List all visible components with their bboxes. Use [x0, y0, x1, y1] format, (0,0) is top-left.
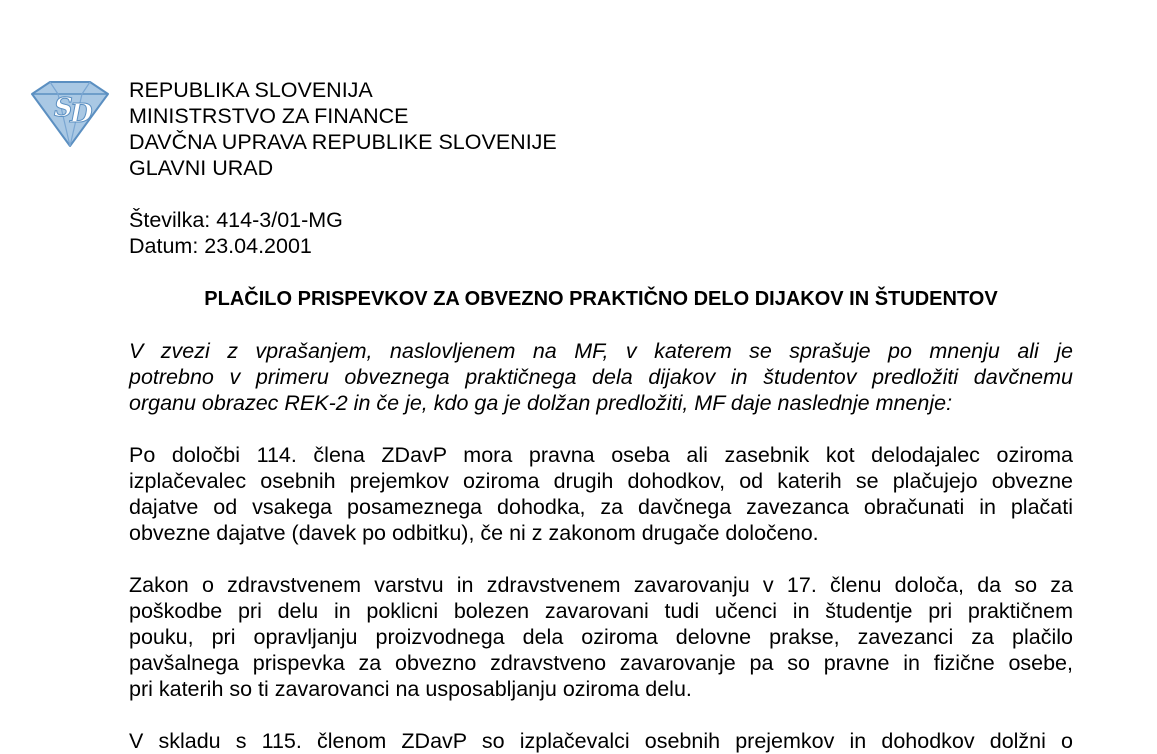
letterhead-line: GLAVNI URAD [129, 156, 274, 180]
paragraph-line: V skladu s 115. členom ZDavP so izplačevalci osebnih prejemkov in dohodkov dolžni o [129, 729, 1073, 753]
paragraph-line: izplačevalec osebnih prejemkov oziroma drugih dohodkov, od katerih se plačujejo obvezne [129, 469, 1073, 493]
letterhead [129, 77, 557, 181]
paragraph-zdavp-114 [129, 442, 1073, 546]
document-title: PLAČILO PRISPEVKOV ZA OBVEZNO PRAKTIČNO DELO DIJAKOV IN ŠTUDENTOV [204, 288, 998, 310]
paragraph-line: dajatve od vsakega posameznega dohodka, za davčnega zavezanca obračunati in plačati [129, 495, 1073, 519]
paragraph-health-insurance-law [129, 572, 1073, 702]
letterhead-line: DAVČNA UPRAVA REPUBLIKE SLOVENIJE [129, 130, 557, 154]
paragraph-line: pavšalnega prispevka za obvezno zdravstveno zavarovanje pa so pravne in fizične osebe, [129, 651, 1073, 675]
document-date: Datum: 23.04.2001 [129, 234, 312, 258]
paragraph-line: pri katerih so ti zavarovanci na usposabljanju oziroma delu. [129, 677, 692, 701]
document-meta [129, 207, 343, 259]
logo-letter-s: S [54, 93, 73, 123]
paragraph-line: V zvezi z vprašanjem, naslovljenem na MF, v katerem se sprašuje po mnenju ali je [129, 339, 1073, 363]
document-number: Številka: 414-3/01-MG [129, 208, 343, 232]
letterhead-line: MINISTRSTVO ZA FINANCE [129, 104, 409, 128]
paragraph-line: pouku, pri opravljanju proizvodnega dela oziroma delovne prakse, zavezanci za plačilo [129, 625, 1073, 649]
paragraph-intro [129, 338, 1073, 416]
paragraph-zdavp-115 [129, 728, 1073, 754]
paragraph-line: organu obrazec REK-2 in če je, kdo ga je dolžan predložiti, MF daje naslednje mnenje: [129, 391, 953, 415]
durs-diamond-logo-icon [28, 78, 112, 150]
letterhead-line: REPUBLIKA SLOVENIJA [129, 78, 373, 102]
paragraph-line: poškodbe pri delu in poklicni bolezen zavarovani tudi učenci in študentje pri praktičnem [129, 599, 1073, 623]
paragraph-line: Zakon o zdravstvenem varstvu in zdravstvenem zavarovanju v 17. členu določa, da so za [129, 573, 1073, 597]
paragraph-line: potrebno v primeru obveznega praktičnega dela dijakov in študentov predložiti davčnemu [129, 365, 1073, 389]
paragraph-line: Po določbi 114. člena ZDavP mora pravna oseba ali zasebnik kot delodajalec oziroma [129, 443, 1073, 467]
paragraph-line: obvezne dajatve (davek po odbitku), če ni z zakonom drugače določeno. [129, 521, 819, 545]
logo-letter-d: D [70, 99, 93, 129]
